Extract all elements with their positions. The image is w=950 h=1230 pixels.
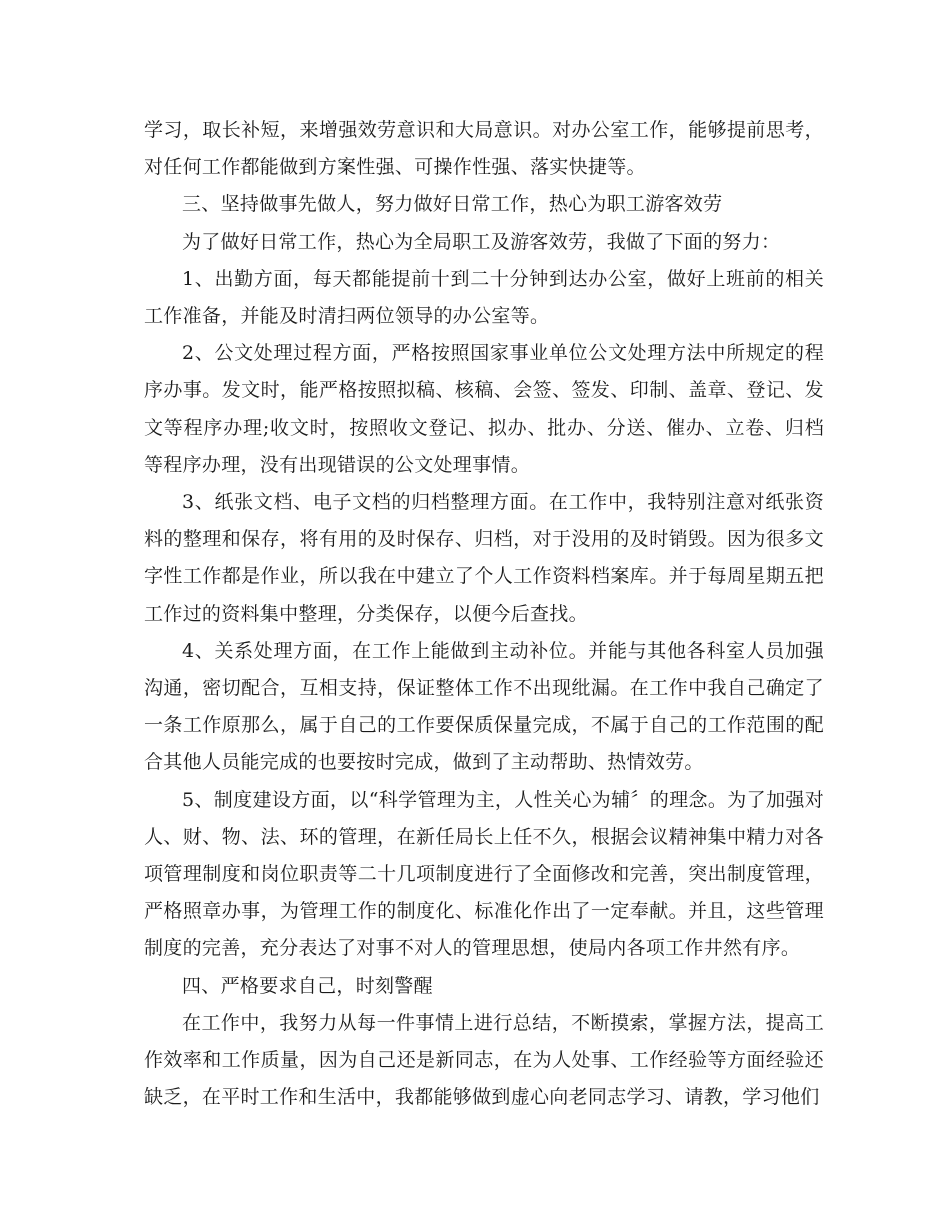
section-heading-3: 三、坚持做事先做人，努力做好日常工作，热心为职工游客效劳 [182,193,723,216]
paragraph-final: 在工作中，我努力从每一件事情上进行总结，不断摸索，掌握方法，提高工作效率和工作质量，因为自己还是新同志，在为人处事、工作经验等方面经验还缺乏，在平时工作和生活中，我都能够做到虚心向老同志学习、请教，学习他们 [144,1011,824,1109]
document-body [144,112,824,1116]
item-5-system-building: 5、制度建设方面，以“科学管理为主，人性关心为辅〞的理念。为了加强对人、财、物、法、环的管理，在新任局长上任不久，根据会议精神集中精力对各项管理制度和岗位职责等二十几项制度进行了全面修改和完善，突出制度管理，严格照章办事，为管理工作的制度化、标准化作出了一定奉献。并且，这些管理制度的完善，充分表达了对事不对人的管理思想，使局内各项工作井然有序。 [144,788,824,960]
item-1-attendance: 1、出勤方面，每天都能提前十到二十分钟到达办公室，做好上班前的相关工作准备，并能及时清扫两位领导的办公室等。 [144,267,824,328]
item-2-document-processing: 2、公文处理过程方面，严格按照国家事业单位公文处理方法中所规定的程序办事。发文时，能严格按照拟稿、核稿、会签、签发、印制、盖章、登记、发文等程序办理;收文时，按照收文登记、拟办、批办、分送、催办、立卷、归档等程序办理，没有出现错误的公文处理事情。 [144,342,824,476]
paragraph-intro: 为了做好日常工作，热心为全局职工及游客效劳，我做了下面的努力： [182,230,781,253]
section-heading-4: 四、严格要求自己，时刻警醒 [182,974,433,997]
item-4-relations: 4、关系处理方面，在工作上能做到主动补位。并能与其他各科室人员加强沟通，密切配合，互相支持，保证整体工作不出现纰漏。在工作中我自己确定了一条工作原那么，属于自己的工作要保质保量完成，不属于自己的工作范围的配合其他人员能完成的也要按时完成，做到了主动帮助、热情效劳。 [144,639,824,774]
paragraph-1: 学习，取长补短，来增强效劳意识和大局意识。对办公室工作，能够提前思考，对任何工作都能做到方案性强、可操作性强、落实快捷等。 [144,119,824,179]
item-3-archiving: 3、纸张文档、电子文档的归档整理方面。在工作中，我特别注意对纸张资料的整理和保存，将有用的及时保存、归档，对于没用的及时销毁。因为很多文字性工作都是作业，所以我在中建立了个人工作资料档案库。并于每周星期五把工作过的资料集中整理，分类保存，以便今后查找。 [144,491,824,625]
